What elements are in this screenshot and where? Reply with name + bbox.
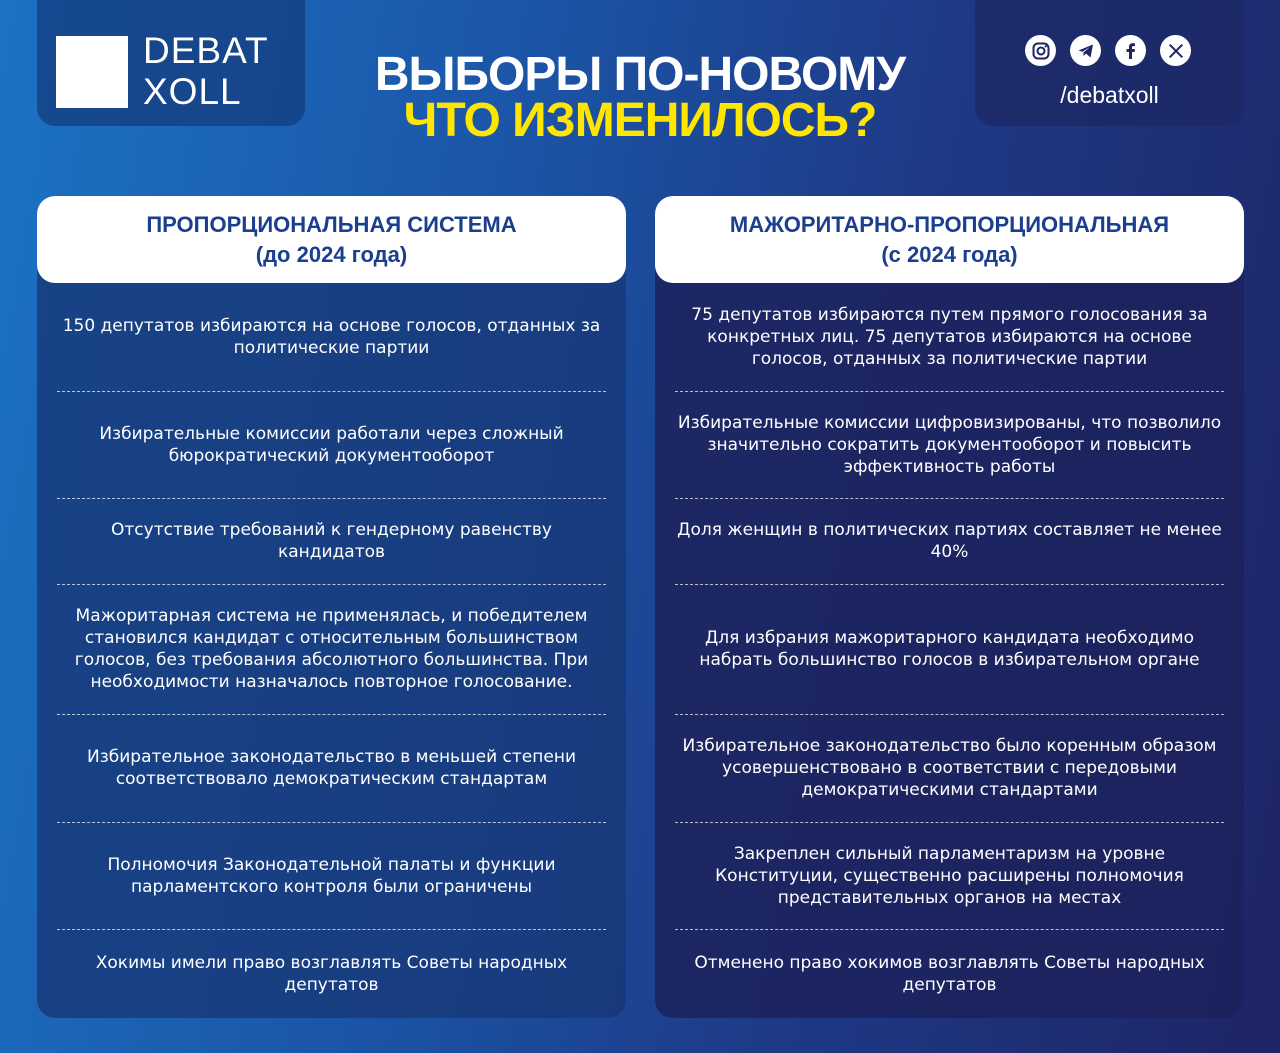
list-item: Избирательные комиссии цифровизированы, что позволило значительно сократить документооборот и повысить эффективность работы (677, 412, 1222, 477)
social-panel (975, 0, 1244, 126)
logo-square-icon (56, 36, 128, 108)
list-item: Избирательное законодательство было коренным образом усовершенствовано в соответствии с передовыми демократическими стандартами (682, 736, 1217, 800)
left-column (37, 196, 626, 1018)
list-item: Мажоритарная система не применялась, и победителем становился кандидат с относительным большинством голосов, без требования абсолютного большинства. При необходимости назначалось повторное голосование. (74, 606, 589, 692)
social-icons (1025, 35, 1191, 66)
right-column-header (655, 196, 1244, 283)
logo-line-2: XOLL (143, 71, 242, 112)
instagram-icon[interactable] (1025, 35, 1056, 66)
title-line-1: ВЫБОРЫ ПО-НОВОМУ (374, 48, 906, 101)
list-item: 150 депутатов избираются на основе голосов, отданных за политические партии (62, 316, 601, 358)
list-item: Хокимы имели право возглавлять Советы народных депутатов (95, 952, 568, 995)
left-column-subtitle: (до 2024 года) (255, 241, 408, 267)
list-item: 75 депутатов избираются путем прямого голосования за конкретных лиц. 75 депутатов избираются на основе голосов, отданных за политические партии (691, 305, 1208, 369)
list-item: Для избрания мажоритарного кандидата необходимо набрать большинство голосов в избирательном органе (699, 628, 1200, 670)
brand-logo (37, 0, 305, 126)
left-column-title: ПРОПОРЦИОНАЛЬНАЯ СИСТЕМА (146, 211, 517, 237)
right-column (655, 196, 1244, 1018)
list-item: Полномочия Законодательной палаты и функции парламентского контроля были ограничены (107, 854, 556, 897)
logo-text (143, 30, 269, 112)
left-column-header (37, 196, 626, 283)
right-column-subtitle: (с 2024 года) (881, 241, 1018, 267)
facebook-icon[interactable] (1115, 35, 1146, 66)
list-item: Отменено право хокимов возглавлять Советы народных депутатов (694, 952, 1205, 995)
list-item: Закреплен сильный парламентаризм на уровне Конституции, существенно расширены полномочия представительных органов на местах (715, 843, 1184, 908)
title-line-2: ЧТО ИЗМЕНИЛОСЬ? (403, 94, 877, 147)
right-column-title: МАЖОРИТАРНО-ПРОПОРЦИОНАЛЬНАЯ (729, 211, 1170, 237)
social-handle[interactable]: /debatxoll (1060, 82, 1159, 108)
x-icon[interactable] (1160, 35, 1191, 66)
telegram-icon[interactable] (1070, 35, 1101, 66)
list-item: Избирательные комиссии работали через сложный бюрократический документооборот (99, 423, 564, 466)
list-item: Отсутствие требований к гендерному равенству кандидатов (111, 520, 552, 562)
list-item: Доля женщин в политических партиях составляет не менее 40% (677, 520, 1222, 562)
list-item: Избирательное законодательство в меньшей степени соответствовало демократическим стандартам (86, 747, 576, 789)
logo-line-1: DEBAT (143, 30, 269, 71)
page-title (310, 48, 970, 147)
